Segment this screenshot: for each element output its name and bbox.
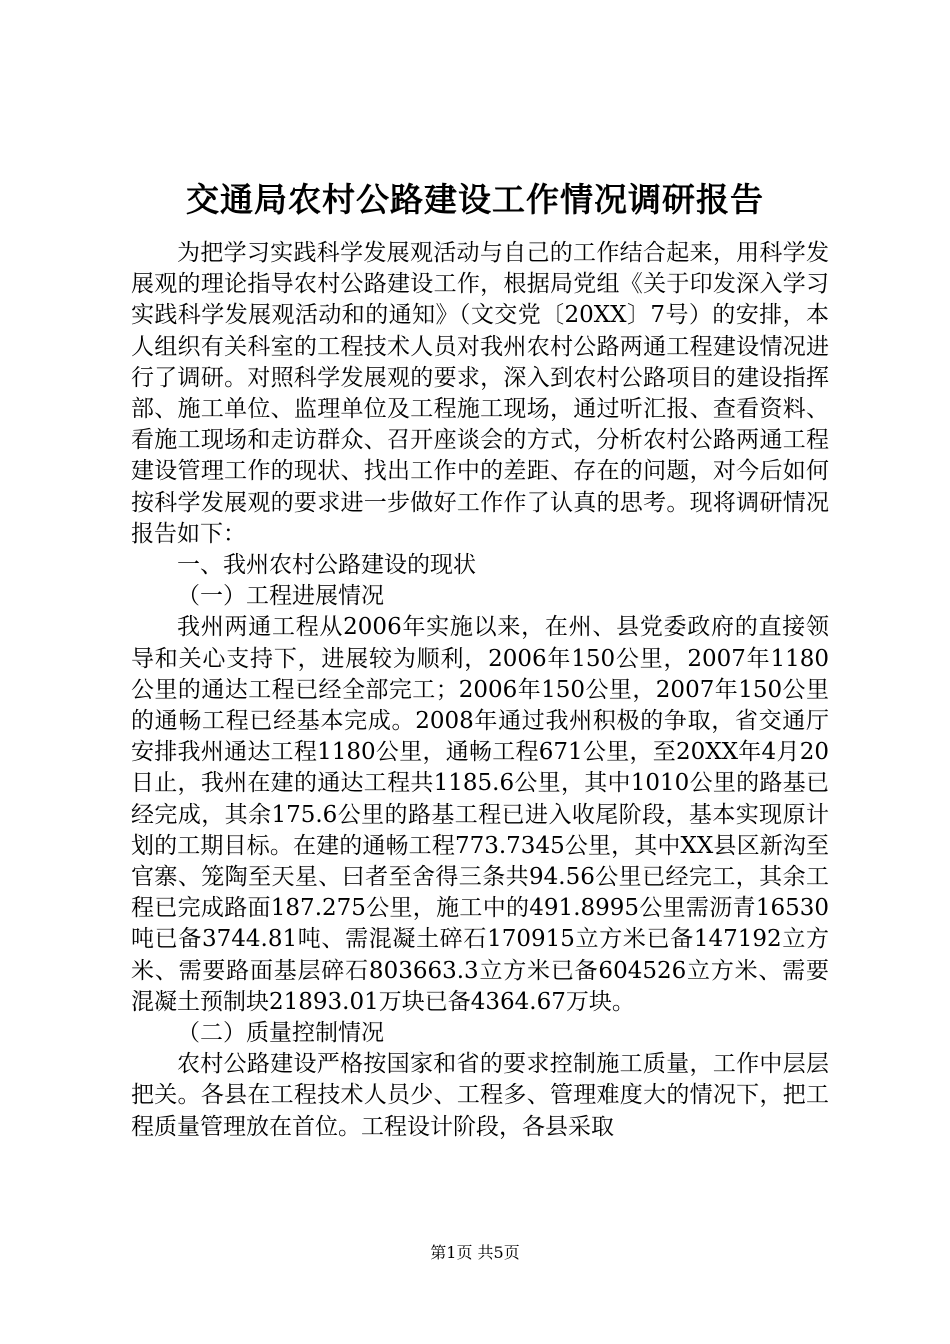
document-title: 交通局农村公路建设工作情况调研报告 [186, 180, 764, 219]
page-footer: 第1页 共5页 [430, 1243, 520, 1262]
subsection-heading-1: （一）工程进展情况 [177, 583, 384, 610]
subsection-heading-2: （二）质量控制情况 [177, 1020, 384, 1047]
document-body [131, 238, 829, 1143]
progress-paragraph: 我州两通工程从2006年实施以来，在州、县党委政府的直接领导和关心支持下，进展较为顺利，2006年150公里，2007年1180公里的通达工程已经全部完工；2006年150公里，2007年150公里的通畅工程已经基本完成。2008年通过我州积极的争取，省交通厅安排我州通达工程1180公里，通畅工程671公里，至20XX年4月20日止，我州在建的通达工程共1185.6公里，其中1010公里的路基已经完成，其余175.6公里的路基工程已进入收尾阶段，基本实现原计划的工期目标。在建的通畅工程773.7345公里，其中XX县区新沟至官寨、笼陶至天星、曰者至舍得三条共94.56公里已经完工，其余工程已完成路面187.275公里，施工中的491.8995公里需沥青16530吨已备3744.81吨、需混凝土碎石170915立方米已备147192立方米、需要路面基层碎石803663.3立方米已备604526立方米、需要混凝土预制块21893.01万块已备4364.67万块。 [131, 614, 829, 1015]
quality-paragraph: 农村公路建设严格按国家和省的要求控制施工质量，工作中层层把关。各县在工程技术人员少、工程多、管理难度大的情况下，把工程质量管理放在首位。工程设计阶段，各县采取 [131, 1051, 829, 1140]
intro-paragraph: 为把学习实践科学发展观活动与自己的工作结合起来，用科学发展观的理论指导农村公路建设工作，根据局党组《关于印发深入学习实践科学发展观活动和的通知》（文交党〔20XX〕7号）的安排，本人组织有关科室的工程技术人员对我州农村公路两通工程建设情况进行了调研。对照科学发展观的要求，深入到农村公路项目的建设指挥部、施工单位、监理单位及工程施工现场，通过听汇报、查看资料、看施工现场和走访群众、召开座谈会的方式，分析农村公路两通工程建设管理工作的现状、找出工作中的差距、存在的问题，对今后如何按科学发展观的要求进一步做好工作作了认真的思考。现将调研情况报告如下： [131, 240, 829, 547]
section-heading-1: 一、我州农村公路建设的现状 [177, 552, 476, 579]
